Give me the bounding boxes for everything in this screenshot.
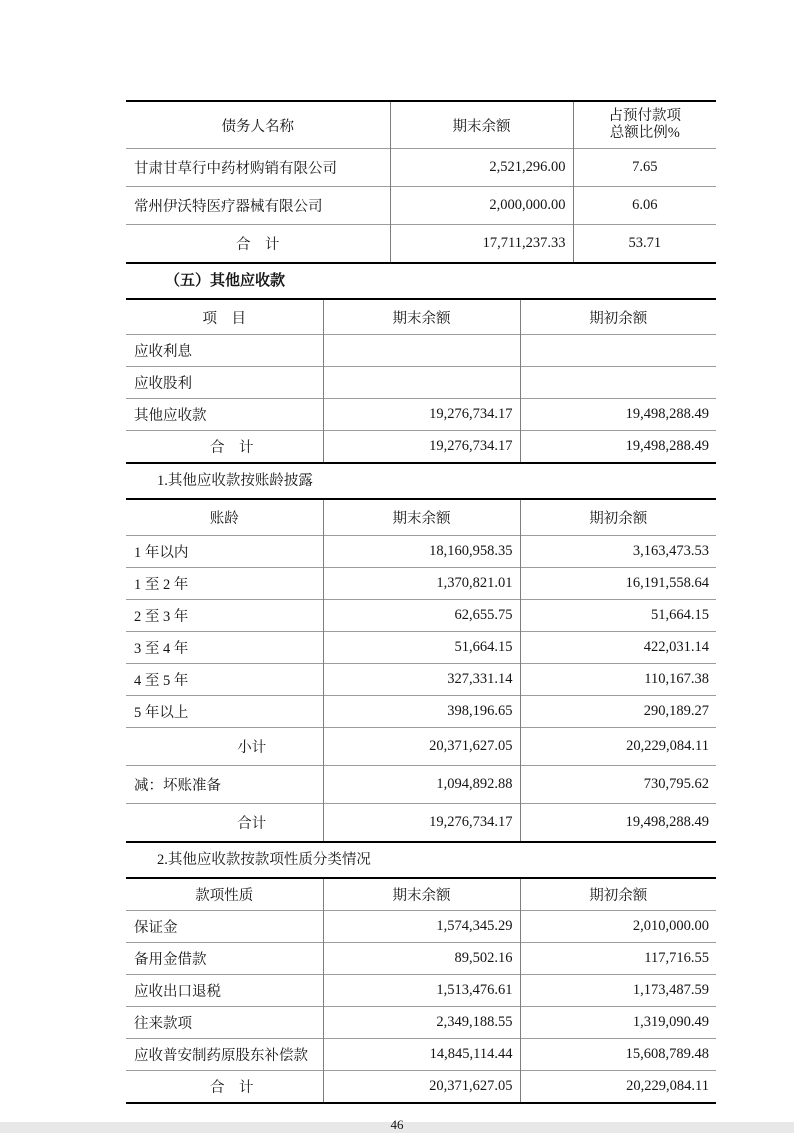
cell-total-label: 合 计 (126, 1071, 323, 1104)
cell-beginning-balance: 20,229,084.11 (520, 1071, 716, 1104)
column-header-ratio-line1: 占预付款项 (608, 108, 681, 124)
cell-ratio: 53.71 (573, 225, 716, 264)
cell-ending-balance: 2,000,000.00 (390, 187, 573, 225)
column-header-nature: 款项性质 (126, 878, 323, 911)
column-header-prepayment-ratio (573, 101, 716, 149)
table-row (126, 600, 716, 632)
cell-beginning-balance: 2,010,000.00 (520, 911, 716, 943)
cell-aging: 1 至 2 年 (126, 568, 323, 600)
cell-ending-balance: 1,094,892.88 (323, 766, 520, 804)
cell-ending-balance: 19,276,734.17 (323, 399, 520, 431)
column-header-aging: 账龄 (126, 499, 323, 536)
table-row (126, 536, 716, 568)
table-row (126, 335, 716, 367)
payment-nature-table (126, 877, 716, 1104)
table-row (126, 632, 716, 664)
table-row (126, 766, 716, 804)
cell-beginning-balance: 110,167.38 (520, 664, 716, 696)
table-header-row (126, 101, 716, 149)
cell-item: 应收利息 (126, 335, 323, 367)
cell-aging: 4 至 5 年 (126, 664, 323, 696)
cell-bad-debt-provision: 减：坏账准备 (126, 766, 323, 804)
cell-aging: 1 年以内 (126, 536, 323, 568)
table-total-row (126, 804, 716, 843)
cell-ending-balance: 18,160,958.35 (323, 536, 520, 568)
cell-nature: 往来款项 (126, 1007, 323, 1039)
cell-aging: 5 年以上 (126, 696, 323, 728)
other-receivables-table (126, 298, 716, 464)
cell-beginning-balance: 19,498,288.49 (520, 431, 716, 464)
table-row (126, 149, 716, 187)
cell-nature: 保证金 (126, 911, 323, 943)
cell-ending-balance: 17,711,237.33 (390, 225, 573, 264)
cell-beginning-balance: 117,716.55 (520, 943, 716, 975)
cell-beginning-balance: 19,498,288.49 (520, 399, 716, 431)
column-header-ending-balance: 期末余额 (323, 878, 520, 911)
table-total-row (126, 1071, 716, 1104)
page-number: 46 (390, 1117, 404, 1132)
cell-item: 应收股利 (126, 367, 323, 399)
cell-ending-balance: 2,349,188.55 (323, 1007, 520, 1039)
cell-ending-balance: 327,331.14 (323, 664, 520, 696)
cell-beginning-balance: 730,795.62 (520, 766, 716, 804)
column-header-debtor-name: 债务人名称 (126, 101, 390, 149)
column-header-ending-balance: 期末余额 (323, 499, 520, 536)
cell-debtor-name: 常州伊沃特医疗器械有限公司 (126, 187, 390, 225)
cell-beginning-balance: 290,189.27 (520, 696, 716, 728)
cell-ending-balance: 14,845,114.44 (323, 1039, 520, 1071)
cell-ending-balance: 89,502.16 (323, 943, 520, 975)
cell-ending-balance: 19,276,734.17 (323, 431, 520, 464)
cell-beginning-balance: 51,664.15 (520, 600, 716, 632)
cell-beginning-balance: 422,031.14 (520, 632, 716, 664)
cell-ending-balance: 20,371,627.05 (323, 728, 520, 766)
cell-ending-balance: 1,513,476.61 (323, 975, 520, 1007)
cell-beginning-balance: 20,229,084.11 (520, 728, 716, 766)
cell-nature: 应收出口退税 (126, 975, 323, 1007)
cell-aging: 2 至 3 年 (126, 600, 323, 632)
table-row (126, 696, 716, 728)
cell-beginning-balance: 15,608,789.48 (520, 1039, 716, 1071)
cell-ratio: 7.65 (573, 149, 716, 187)
column-header-beginning-balance: 期初余额 (589, 511, 648, 527)
subsection-2-heading: 2.其他应收款按款项性质分类情况 (157, 852, 371, 868)
cell-nature: 备用金借款 (126, 943, 323, 975)
cell-ending-balance: 19,276,734.17 (323, 804, 520, 843)
section-5-heading: （五）其他应收款 (165, 273, 286, 289)
table-header-row (126, 499, 716, 536)
cell-ending-balance (323, 367, 520, 399)
cell-debtor-name: 甘肃甘草行中药材购销有限公司 (126, 149, 390, 187)
table-row (126, 568, 716, 600)
cell-ending-balance: 1,574,345.29 (323, 911, 520, 943)
cell-nature: 应收普安制药原股东补偿款 (126, 1039, 323, 1071)
table-row (126, 1039, 716, 1071)
cell-total-label: 合 计 (126, 225, 390, 264)
cell-beginning-balance (520, 335, 716, 367)
table-row (126, 911, 716, 943)
cell-ending-balance: 398,196.65 (323, 696, 520, 728)
prepayment-debtor-table (126, 100, 716, 264)
cell-ratio: 6.06 (573, 187, 716, 225)
column-header-beginning-balance: 期初余额 (589, 888, 648, 904)
table-total-row (126, 225, 716, 264)
cell-total-label: 合计 (126, 804, 323, 843)
cell-subtotal-label: 小计 (126, 728, 323, 766)
cell-aging: 3 至 4 年 (126, 632, 323, 664)
table-row (126, 1007, 716, 1039)
cell-total-label: 合 计 (126, 431, 323, 464)
table-row (126, 187, 716, 225)
table-row (126, 943, 716, 975)
cell-ending-balance: 51,664.15 (323, 632, 520, 664)
cell-ending-balance: 1,370,821.01 (323, 568, 520, 600)
table-row (126, 367, 716, 399)
table-row (126, 975, 716, 1007)
column-header-ending-balance: 期末余额 (323, 299, 520, 335)
aging-disclosure-table (126, 498, 716, 843)
table-row (126, 664, 716, 696)
cell-beginning-balance: 1,319,090.49 (520, 1007, 716, 1039)
column-header-ratio-line2: 总额比例% (609, 125, 680, 141)
cell-ending-balance: 2,521,296.00 (390, 149, 573, 187)
cell-beginning-balance: 1,173,487.59 (520, 975, 716, 1007)
cell-item: 其他应收款 (126, 399, 323, 431)
column-header-beginning-balance: 期初余额 (589, 310, 648, 327)
column-header-ending-balance: 期末余额 (390, 101, 573, 149)
column-header-item: 项 目 (126, 299, 323, 335)
table-row (126, 399, 716, 431)
cell-beginning-balance: 3,163,473.53 (520, 536, 716, 568)
cell-beginning-balance (520, 367, 716, 399)
cell-ending-balance: 20,371,627.05 (323, 1071, 520, 1104)
cell-beginning-balance: 16,191,558.64 (520, 568, 716, 600)
table-subtotal-row (126, 728, 716, 766)
cell-beginning-balance: 19,498,288.49 (520, 804, 716, 843)
cell-ending-balance (323, 335, 520, 367)
subsection-1-heading: 1.其他应收款按账龄披露 (157, 473, 313, 489)
table-header-row (126, 299, 716, 335)
cell-ending-balance: 62,655.75 (323, 600, 520, 632)
table-total-row (126, 431, 716, 464)
table-header-row (126, 878, 716, 911)
